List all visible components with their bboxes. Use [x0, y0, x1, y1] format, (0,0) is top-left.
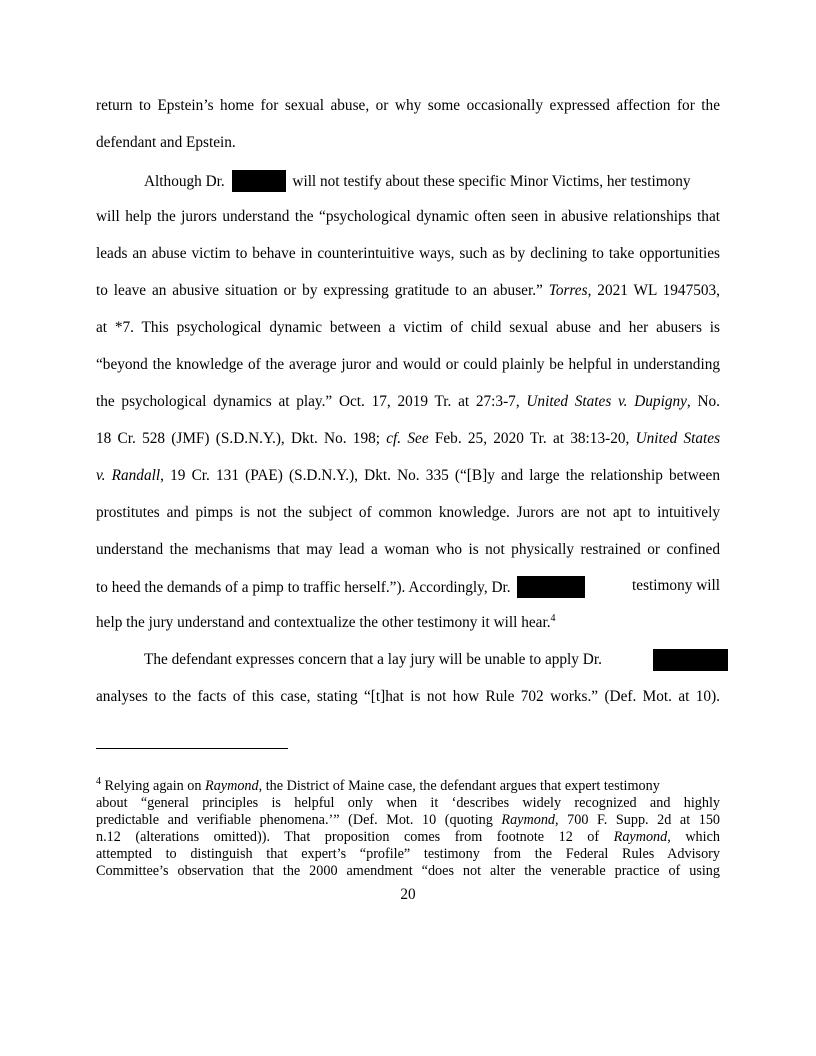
body-line: “beyond the knowledge of the average juror and would or could plainly be helpful in understanding: [96, 356, 720, 373]
body-line: help the jury understand and contextualize the other testimony it will hear.$^4$: [96, 613, 556, 631]
redaction-bar: [517, 576, 585, 598]
paragraph-start: The defendant expresses concern that a lay jury will be unable to apply Dr.: [96, 650, 720, 670]
footnote-reference[interactable]: 4: [550, 613, 556, 624]
body-line: v. Randall, 19 Cr. 131 (PAE) (S.D.N.Y.), Dkt. No. 335 (“[B]y and large the relationship between: [96, 467, 720, 484]
case-citation: v. Randall: [96, 467, 161, 484]
footnote-divider: [96, 748, 288, 749]
body-line: prostitutes and pimps is not the subject of common knowledge. Jurors are not apt to intuitively: [96, 504, 720, 521]
body-line: return to Epstein’s home for sexual abuse, or why some occasionally expressed affection for the: [96, 97, 720, 114]
body-line: defendant and Epstein.: [96, 134, 236, 151]
footnote-line: attempted to distinguish that expert’s “profile” testimony from the Federal Rules Advisory: [96, 846, 720, 862]
footnote-line: predictable and verifiable phenomena.’” (Def. Mot. 10 (quoting Raymond, 700 F. Supp. 2d at 150: [96, 812, 721, 828]
redaction-bar: [232, 170, 286, 192]
paragraph-start: Although Dr. will not testify about these specific Minor Victims, her testimony: [96, 170, 720, 192]
body-line: at *7. This psychological dynamic between a victim of child sexual abuse and her abusers is: [96, 319, 720, 336]
footnote-marker: 4: [96, 776, 101, 787]
body-line: the psychological dynamics at play.” Oct. 17, 2019 Tr. at 27:3-7, United States v. Dupigny, No.: [96, 393, 720, 410]
case-citation: United States: [635, 430, 721, 447]
page-number: 20: [400, 886, 416, 903]
body-line: understand the mechanisms that may lead a woman who is not physically restrained or confined: [96, 541, 720, 558]
body-line: 18 Cr. 528 (JMF) (S.D.N.Y.), Dkt. No. 198; cf. See Feb. 25, 2020 Tr. at 38:13-20, United States: [96, 430, 721, 447]
case-citation: United States v. Dupigny: [526, 393, 687, 410]
redaction-bar: [653, 649, 728, 671]
footnote-line: $^4$ Relying again on Raymond, the District of Maine case, the defendant argues that expert testimony: [96, 776, 660, 794]
body-line: to leave an abusive situation or by expressing gratitude to an abuser.” Torres, 2021 WL 1947503,: [96, 282, 720, 299]
footnote-line: n.12 (alterations omitted)). That proposition comes from footnote 12 of Raymond, which: [96, 829, 720, 845]
body-line: will help the jurors understand the “psychological dynamic often seen in abusive relationships that: [96, 208, 720, 225]
body-line: to heed the demands of a pimp to traffic herself.”). Accordingly, Dr. testimony will: [96, 577, 720, 596]
footnote-line: about “general principles is helpful only when it ‘describes widely recognized and highly: [96, 795, 720, 811]
body-line: leads an abuse victim to behave in counterintuitive ways, such as by declining to take opportunities: [96, 245, 720, 262]
case-citation: Torres: [548, 282, 588, 299]
footnote-line: Committee’s observation that the 2000 amendment “does not alter the venerable practice of using: [96, 863, 720, 879]
body-line: analyses to the facts of this case, stating “[t]hat is not how Rule 702 works.” (Def. Mot. at 10).: [96, 688, 720, 705]
